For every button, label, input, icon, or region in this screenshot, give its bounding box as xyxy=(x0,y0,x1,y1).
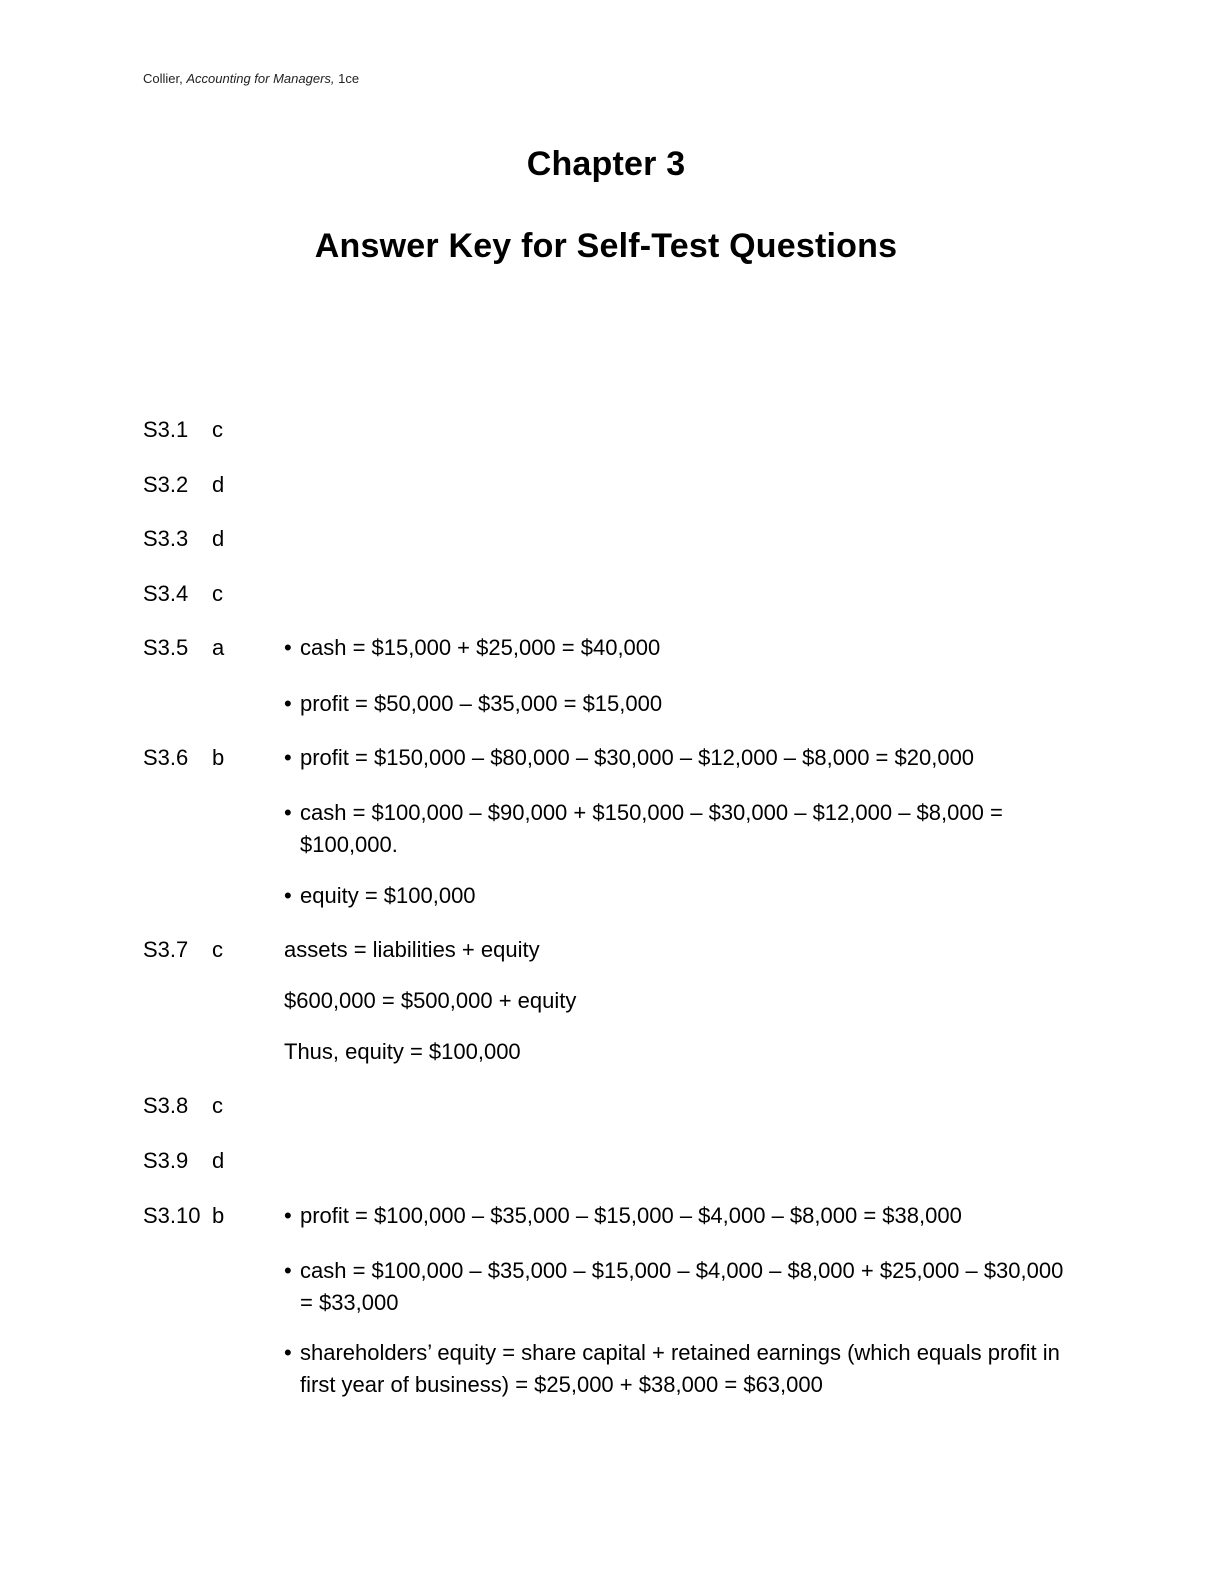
explanation-bullet xyxy=(284,797,1074,861)
question-number: S3.5 xyxy=(143,635,189,660)
explanation-text: cash = $100,000 – $90,000 + $150,000 – $30,000 – $12,000 – $8,000 = $100,000. xyxy=(300,800,1003,857)
explanation-text: assets = liabilities + equity xyxy=(284,937,540,962)
question-number: S3.10 xyxy=(143,1203,201,1228)
question-number: S3.6 xyxy=(143,745,189,770)
explanation-bullet xyxy=(284,742,1074,774)
answer-letter: a xyxy=(212,635,225,660)
bullet-marker: • xyxy=(284,1340,292,1365)
bullet-marker: • xyxy=(284,883,292,908)
answer-letter: c xyxy=(212,1093,223,1118)
explanation-bullet xyxy=(284,1337,1074,1401)
explanation-text: $600,000 = $500,000 + equity xyxy=(284,988,577,1013)
answer-letter: c xyxy=(212,417,223,442)
running-header xyxy=(143,71,359,86)
explanation-text: equity = $100,000 xyxy=(300,883,476,908)
explanation-text: profit = $100,000 – $35,000 – $15,000 – $4,000 – $8,000 = $38,000 xyxy=(300,1203,962,1228)
answer-letter: d xyxy=(212,1148,225,1173)
question-number: S3.7 xyxy=(143,937,189,962)
explanation-text: profit = $150,000 – $80,000 – $30,000 – $12,000 – $8,000 = $20,000 xyxy=(300,745,975,770)
page-subtitle: Answer Key for Self-Test Questions xyxy=(314,227,898,265)
question-number: S3.3 xyxy=(143,526,189,551)
question-number: S3.9 xyxy=(143,1148,189,1173)
answer-letter: c xyxy=(212,581,223,606)
question-number: S3.8 xyxy=(143,1093,189,1118)
bullet-marker: • xyxy=(284,691,292,716)
explanation-text: profit = $50,000 – $35,000 = $15,000 xyxy=(300,691,663,716)
explanation-text: Thus, equity = $100,000 xyxy=(284,1039,521,1064)
bullet-marker: • xyxy=(284,800,292,825)
bullet-marker: • xyxy=(284,1203,292,1228)
explanation-text: shareholders’ equity = share capital + retained earnings (which equals profit in first year of business) = $25,000 + $38,000 = $63,000 xyxy=(300,1340,1060,1397)
bullet-marker: • xyxy=(284,1258,292,1283)
chapter-title: Chapter 3 xyxy=(526,145,686,183)
header-author: Collier, xyxy=(143,71,183,86)
explanation-bullet xyxy=(284,1255,1074,1319)
answer-letter: d xyxy=(212,526,225,551)
answer-letter: b xyxy=(212,1203,225,1228)
question-number: S3.4 xyxy=(143,581,189,606)
answer-letter: b xyxy=(212,745,225,770)
answer-letter: d xyxy=(212,472,225,497)
explanation-bullet xyxy=(284,688,1074,720)
header-edition: 1ce xyxy=(338,71,360,86)
explanation-text: cash = $15,000 + $25,000 = $40,000 xyxy=(300,635,661,660)
bullet-marker: • xyxy=(284,745,292,770)
bullet-marker: • xyxy=(284,635,292,660)
explanation-bullet xyxy=(284,1200,1074,1232)
explanation-bullet xyxy=(284,880,1074,912)
explanation-bullet xyxy=(284,632,1074,664)
question-number: S3.1 xyxy=(143,417,189,442)
explanation-text: cash = $100,000 – $35,000 – $15,000 – $4,000 – $8,000 + $25,000 – $30,000 = $33,000 xyxy=(300,1258,1064,1315)
answer-letter: c xyxy=(212,937,223,962)
question-number: S3.2 xyxy=(143,472,189,497)
header-book-title: Accounting for Managers, xyxy=(186,71,335,86)
